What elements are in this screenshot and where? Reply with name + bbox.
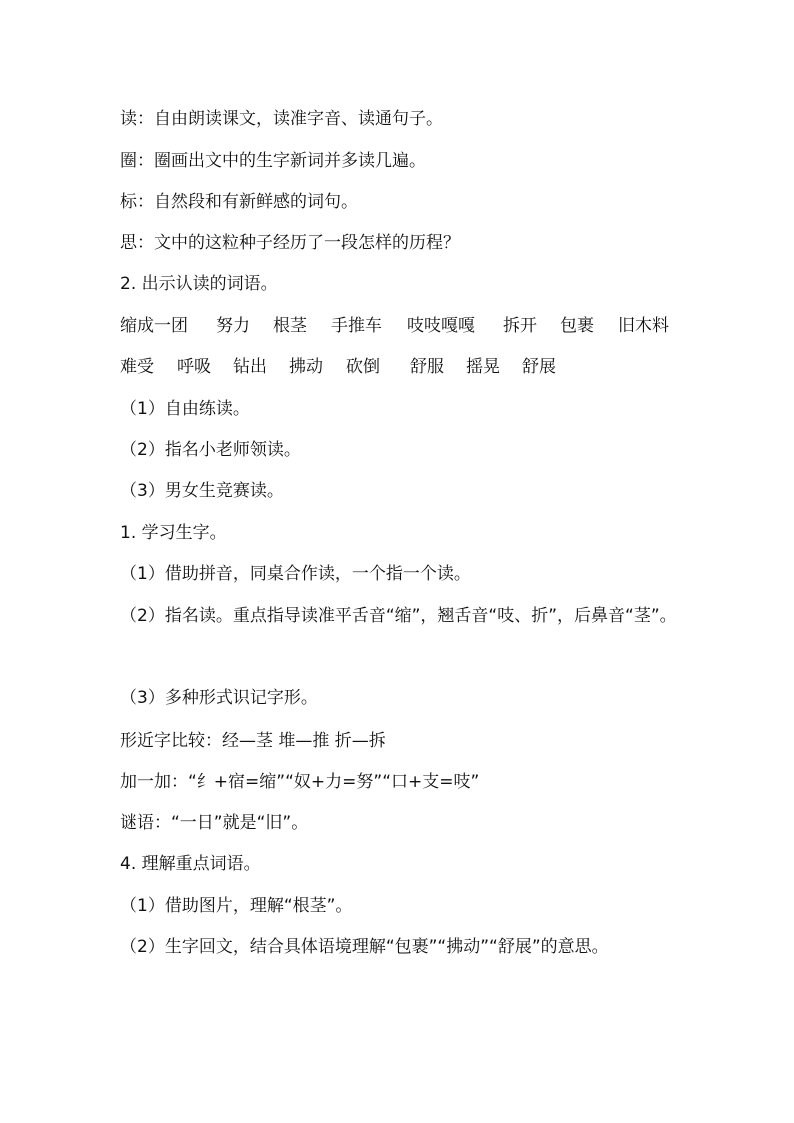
text-line-compare: 形近字比较：经—茎 堆—推 折—拆 bbox=[120, 731, 386, 751]
text-line-p2: （2）指名小老师领读。 bbox=[120, 440, 301, 460]
section-heading-1: 1. 学习生字。 bbox=[120, 523, 227, 543]
vocab-word: 根茎 bbox=[273, 316, 307, 336]
text-line-think: 思：文中的这粒种子经历了一段怎样的历程？ bbox=[120, 233, 460, 253]
text-line-p3: （3）男女生竞赛读。 bbox=[120, 481, 284, 501]
section-heading-2: 2. 出示认读的词语。 bbox=[120, 274, 278, 294]
text-line-addition: 加一加：“纟+宿=缩”“奴+力=努”“口+支=吱” bbox=[120, 772, 480, 792]
text-line-r2: （2）生字回文，结合具体语境理解“包裹”“拂动”“舒展”的意思。 bbox=[120, 937, 609, 957]
vocab-word: 包裹 bbox=[560, 316, 594, 336]
vocab-row-1 bbox=[120, 314, 680, 338]
vocab-word: 手推车 bbox=[331, 316, 382, 336]
text-line-circle: 圈：圈画出文中的生字新词并多读几遍。 bbox=[120, 151, 426, 171]
vocab-word: 舒服 bbox=[410, 357, 444, 377]
vocab-word: 努力 bbox=[216, 316, 250, 336]
vocab-word: 旧木料 bbox=[618, 316, 669, 336]
vocab-word: 钻出 bbox=[233, 357, 267, 377]
vocab-word: 难受 bbox=[120, 357, 154, 377]
vocab-word: 拂动 bbox=[289, 357, 323, 377]
vocab-row-2 bbox=[120, 355, 680, 379]
text-line-r1: （1）借助图片，理解“根茎”。 bbox=[120, 896, 353, 916]
vocab-word: 拆开 bbox=[503, 316, 537, 336]
text-line-q1: （1）借助拼音，同桌合作读，一个指一个读。 bbox=[120, 564, 471, 584]
vocab-word: 吱吱嘎嘎 bbox=[407, 316, 475, 336]
vocab-word: 砍倒 bbox=[346, 357, 380, 377]
vocab-word: 缩成一团 bbox=[120, 316, 188, 336]
text-line-q3: （3）多种形式识记字形。 bbox=[120, 688, 318, 708]
vocab-word: 呼吸 bbox=[177, 357, 211, 377]
text-line-q2: （2）指名读。重点指导读准平舌音“缩”，翘舌音“吱、折”，后鼻音“茎”。 bbox=[120, 606, 677, 626]
text-line-riddle: 谜语：“一日”就是“旧”。 bbox=[120, 813, 309, 833]
section-heading-4: 4. 理解重点词语。 bbox=[120, 854, 261, 874]
text-line-p1: （1）自由练读。 bbox=[120, 399, 250, 419]
vocab-word: 舒展 bbox=[522, 357, 556, 377]
vocab-word: 摇晃 bbox=[466, 357, 500, 377]
text-line-read: 读：自由朗读课文，读准字音、读通句子。 bbox=[120, 109, 443, 129]
text-line-mark: 标：自然段和有新鲜感的词句。 bbox=[120, 192, 358, 212]
